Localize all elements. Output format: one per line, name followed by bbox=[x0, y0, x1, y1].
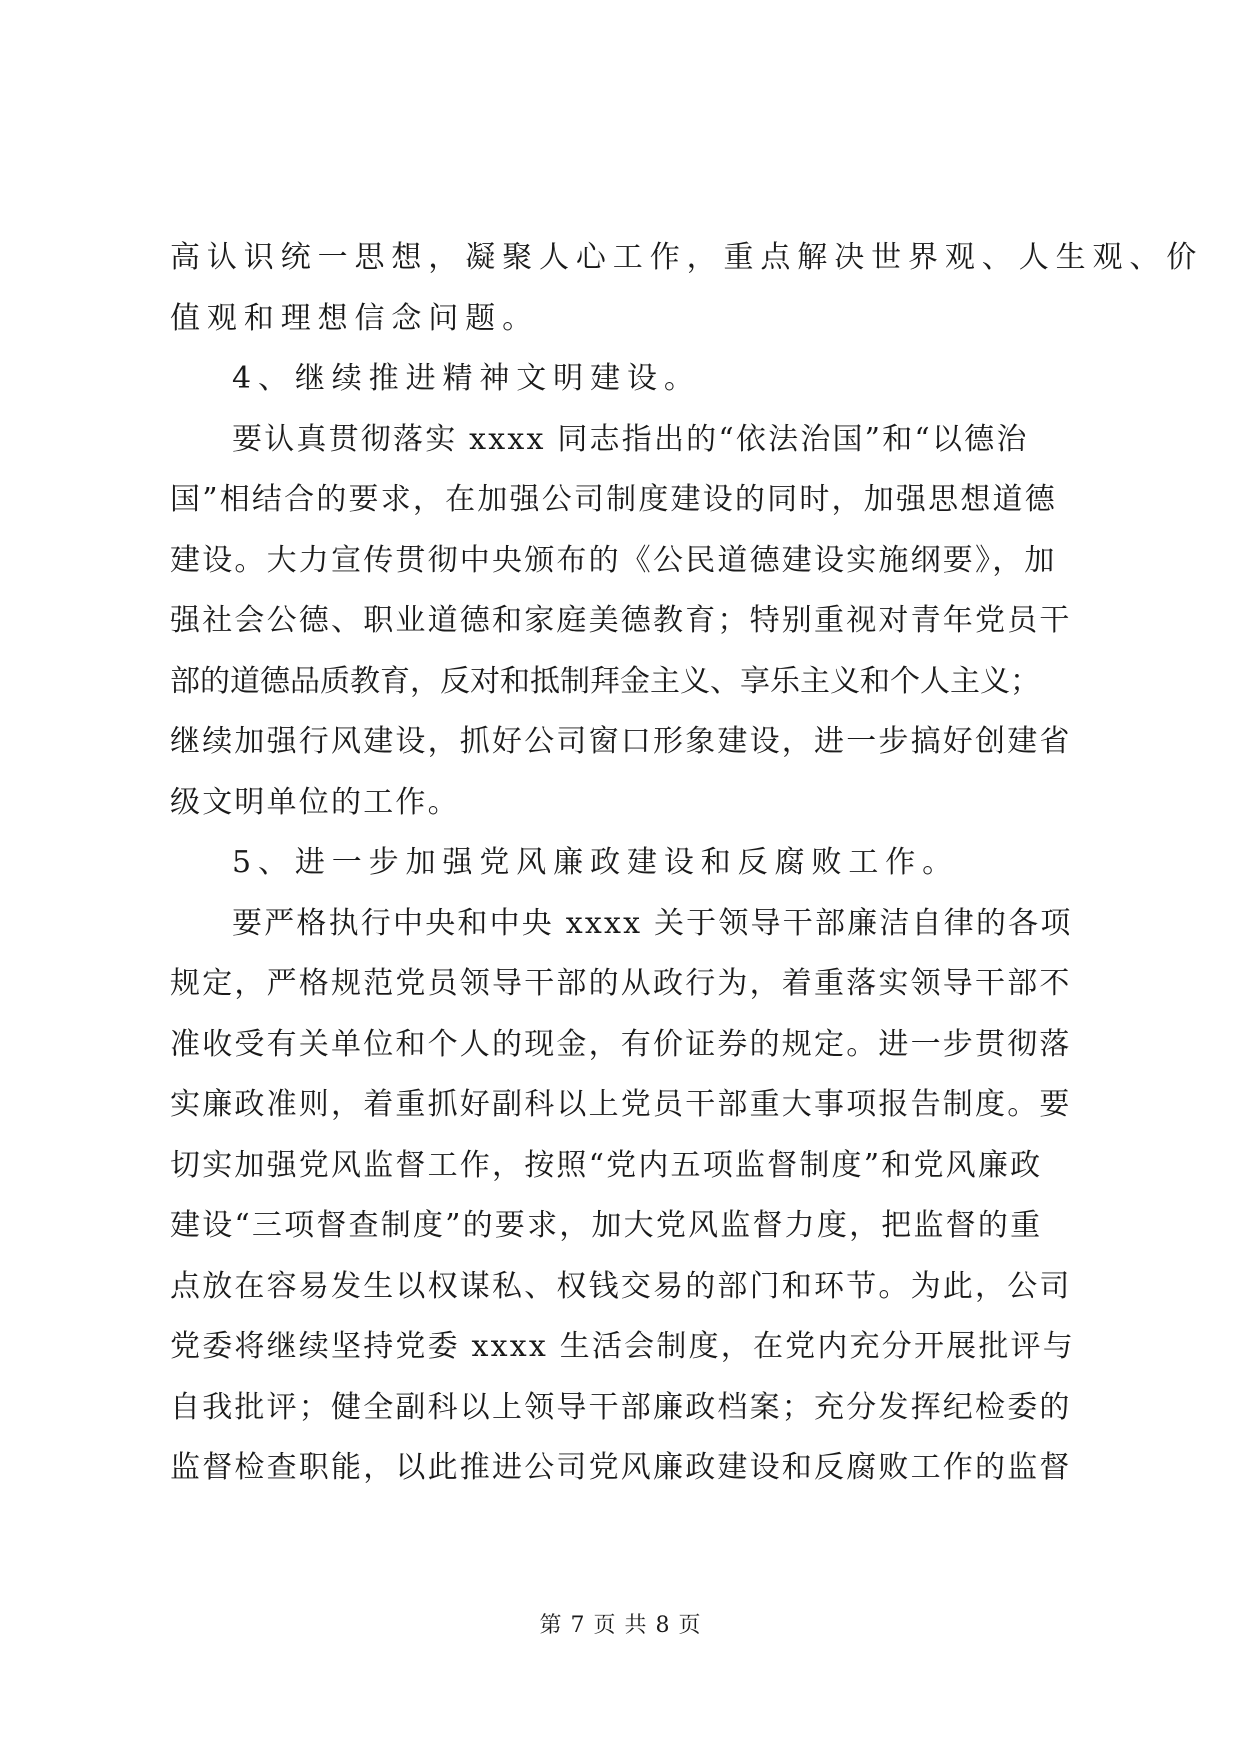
page-number-footer: 第 7 页 共 8 页 bbox=[539, 1613, 702, 1638]
section-heading: 4、继续推进精神文明建设。 bbox=[232, 361, 701, 396]
text-line: 建设。大力宣传贯彻中央颁布的《公民道德建设实施纲要》，加 bbox=[170, 542, 1057, 578]
text-line: 点放在容易发生以权谋私、权钱交易的部门和环节。为此，公司 bbox=[170, 1268, 1072, 1304]
text-line: 国”相结合的要求，在加强公司制度建设的同时，加强思想道德 bbox=[170, 482, 1057, 517]
text-line: 值观和理想信念问题。 bbox=[170, 300, 539, 336]
text-line: 部的道德品质教育，反对和抵制拜金主义、享乐主义和个人主义； bbox=[170, 663, 1040, 699]
body-text bbox=[170, 228, 1204, 1499]
text-line: 党委将继续坚持党委 xxxx 生活会制度，在党内充分开展批评与 bbox=[170, 1329, 1075, 1364]
text-line: 切实加强党风监督工作，按照“党内五项监督制度”和党风廉政 bbox=[170, 1147, 1043, 1183]
text-line: 强社会公德、职业道德和家庭美德教育；特别重视对青年党员干 bbox=[170, 603, 1072, 638]
text-line: 建设“三项督查制度”的要求，加大党风监督力度，把监督的重 bbox=[170, 1208, 1043, 1243]
text-line: 高认识统一思想，凝聚人心工作，重点解决世界观、人生观、价 bbox=[170, 240, 1204, 275]
text-line: 级文明单位的工作。 bbox=[170, 784, 460, 820]
text-line: 监督检查职能，以此推进公司党风廉政建设和反腐败工作的监督 bbox=[170, 1450, 1072, 1485]
text-line: 要严格执行中央和中央 xxxx 关于领导干部廉洁自律的各项 bbox=[232, 905, 1073, 941]
text-line: 自我批评；健全副科以上领导干部廉政档案；充分发挥纪检委的 bbox=[170, 1389, 1072, 1425]
text-line: 实廉政准则，着重抓好副科以上党员干部重大事项报告制度。要 bbox=[170, 1087, 1072, 1122]
text-line: 规定，严格规范党员领导干部的从政行为，着重落实领导干部不 bbox=[170, 966, 1072, 1001]
text-line: 继续加强行风建设，抓好公司窗口形象建设，进一步搞好创建省 bbox=[170, 724, 1072, 759]
section-heading: 5、进一步加强党风廉政建设和反腐败工作。 bbox=[232, 845, 960, 880]
text-line: 要认真贯彻落实 xxxx 同志指出的“依法治国”和“以德治 bbox=[232, 421, 1029, 457]
text-line: 准收受有关单位和个人的现金，有价证券的规定。进一步贯彻落 bbox=[170, 1026, 1072, 1062]
